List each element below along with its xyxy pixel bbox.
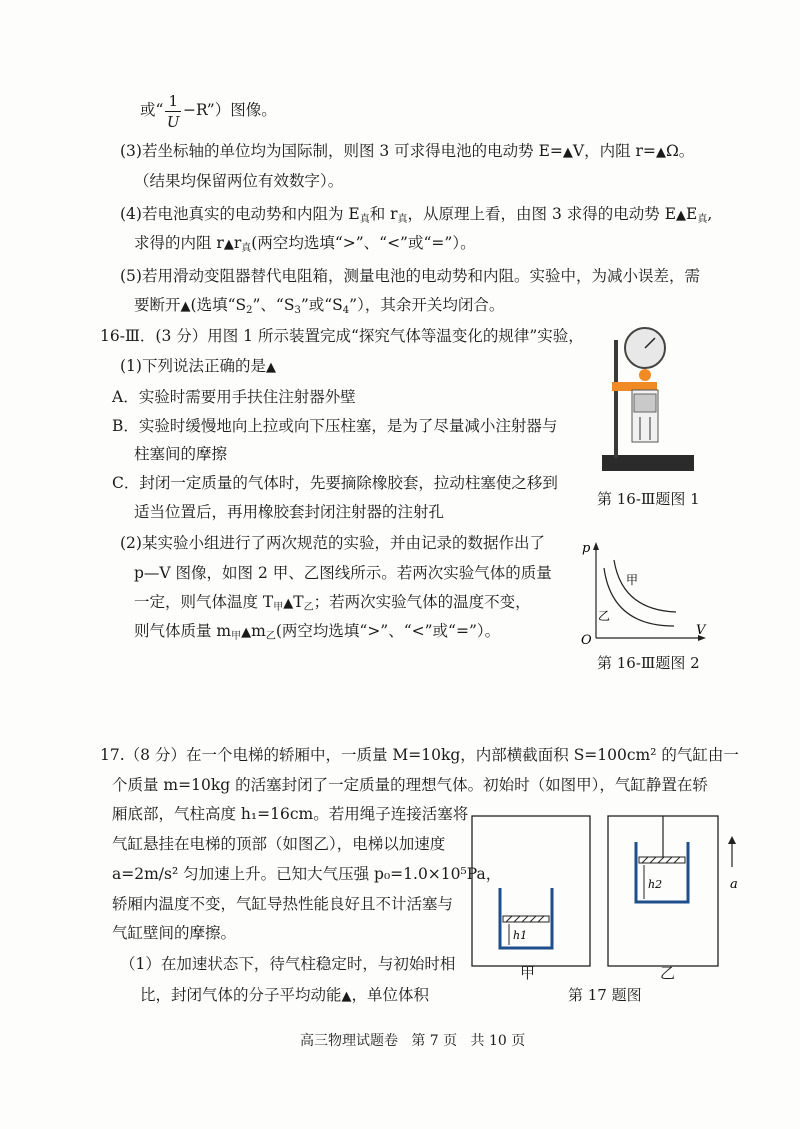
curve-jia-label: 甲	[626, 573, 639, 587]
q16-part2-line4: 则气体质量 $m_甲▲m_乙$(两空均选填“>”、“<”或“=”）。	[134, 622, 501, 642]
q15-part5-cont: 要断开▲(选填“$S_2$”、“$S_3$”或“$S_4$”），其余开关均闭合。	[134, 296, 505, 316]
fraction-1-over-u: $\frac{1}{U}$	[166, 91, 180, 131]
q15-part4: (4)若电池真实的电动势和内阻为 $E_真$和 $r_真$，从原理上看，由图 3 求得的电动势 $E▲E_真$,	[120, 205, 713, 225]
q17-line6: 轿厢内温度不变，气缸导热性能良好且不计活塞与	[112, 895, 454, 913]
answer-blank: ▲	[655, 145, 666, 160]
q17-line3: 厢底部，气柱高度 h₁=16cm。若用绳子连接活塞将	[112, 805, 469, 823]
answer-blank: ▲	[223, 237, 234, 252]
q17-line8: （1）在加速状态下，待气柱稳定时，与初始时相	[120, 955, 456, 973]
figure-2-caption: 第 16-Ⅲ题图 2	[597, 654, 700, 672]
q16-part2-line3: 一定，则气体温度 $T_甲▲T_乙$；若两次实验气体的温度不变，	[134, 593, 531, 613]
x-axis-label: V	[696, 623, 706, 638]
curve-yi	[604, 568, 674, 626]
q16-option-c: C．封闭一定质量的气体时，先要摘除橡胶套，拉动柱塞使之移到	[112, 474, 558, 492]
elevator-figure	[468, 812, 768, 977]
q15-part3-note: （结果均保留两位有效数字）。	[134, 172, 344, 190]
y-axis-arrow	[593, 542, 599, 550]
q16-part2-line1: (2)某实验小组进行了两次规范的实验，并由记录的数据作出了	[120, 534, 545, 552]
answer-blank: ▲	[341, 989, 352, 1004]
q17-line2: 个质量 m=10kg 的活塞封闭了一定质量的理想气体。初始时（如图甲），气缸静置在轿	[112, 776, 708, 794]
q16-header: 16-Ⅲ．(3 分）用图 1 所示装置完成“探究气体等温变化的规律”实验，	[100, 327, 584, 345]
answer-blank: ▲	[562, 145, 573, 160]
apparatus-figure	[600, 322, 700, 477]
h2-label: h2	[648, 878, 663, 891]
q17-line5: a=2m/s² 匀加速上升。已知大气压强 p₀=1.0×10⁵Pa，	[112, 865, 502, 883]
q16-option-b-cont: 柱塞间的摩擦	[134, 445, 228, 463]
answer-blank: ▲	[180, 299, 191, 314]
q16-part2-line2: p—V 图像，如图 2 甲、乙图线所示。若两次实验气体的质量	[134, 564, 552, 582]
piston-yi	[639, 857, 685, 863]
figure-17-caption: 第 17 题图	[568, 986, 642, 1004]
q15-part5: (5)若用滑动变阻器替代电阻箱，测量电池的电动势和内阻。实验中，为减小误差，需	[120, 267, 700, 285]
q17-line1: 17.（8 分）在一个电梯的轿厢中，一质量 M=10kg，内部横截面积 S=100cm² 的气缸由一	[100, 746, 739, 764]
y-axis-label: p	[582, 541, 591, 556]
acceleration-arrowhead	[728, 836, 736, 844]
figure-1-caption: 第 16-Ⅲ题图 1	[597, 490, 700, 508]
q16-option-b: B．实验时缓慢地向上拉或向下压柱塞，是为了尽量减小注射器与	[112, 417, 558, 435]
q15-line-or: 或“ $\frac{1}{U}$ −R”）图像。	[140, 91, 277, 131]
stand-rod	[614, 340, 618, 458]
elevator-car-jia	[472, 816, 590, 966]
page-footer: 高三物理试题卷 第 7 页 共 10 页	[300, 1033, 526, 1049]
q16-part1: (1)下列说法正确的是▲	[120, 357, 276, 375]
pv-graph	[578, 538, 708, 648]
figure-yi-label: 乙	[660, 964, 676, 982]
answer-blank: ▲	[676, 208, 687, 223]
answer-blank: ▲	[265, 360, 276, 375]
answer-blank: ▲	[241, 625, 252, 640]
q16-option-c-cont: 适当位置后，再用橡胶套封闭注射器的注射孔	[134, 503, 445, 521]
figure-jia-label: 甲	[520, 964, 536, 982]
q15-part3: (3)若坐标轴的单位均为国际制，则图 3 可求得电池的电动势 E=▲V，内阻 r=▲Ω。	[120, 142, 695, 160]
q16-option-a: A．实验时需要用手扶住注射器外壁	[112, 388, 356, 406]
clamp-knob	[639, 369, 651, 381]
q15-part4-cont: 求得的内阻 $r▲r_真$(两空均选填“>”、“<”或“=”）。	[134, 234, 476, 254]
curve-jia	[614, 560, 676, 612]
h1-label: h1	[513, 929, 528, 942]
curve-yi-label: 乙	[598, 609, 611, 623]
piston-jia	[503, 916, 549, 922]
origin-label: O	[581, 633, 592, 648]
q17-line4: 气缸悬挂在电梯的顶部（如图乙），电梯以加速度	[112, 835, 446, 853]
answer-blank: ▲	[283, 596, 294, 611]
acceleration-label: a	[730, 877, 738, 892]
q17-line9: 比，封闭气体的分子平均动能▲，单位体积	[140, 986, 430, 1004]
syringe-plunger	[634, 394, 656, 412]
q17-line7: 气缸壁间的摩擦。	[112, 924, 237, 942]
